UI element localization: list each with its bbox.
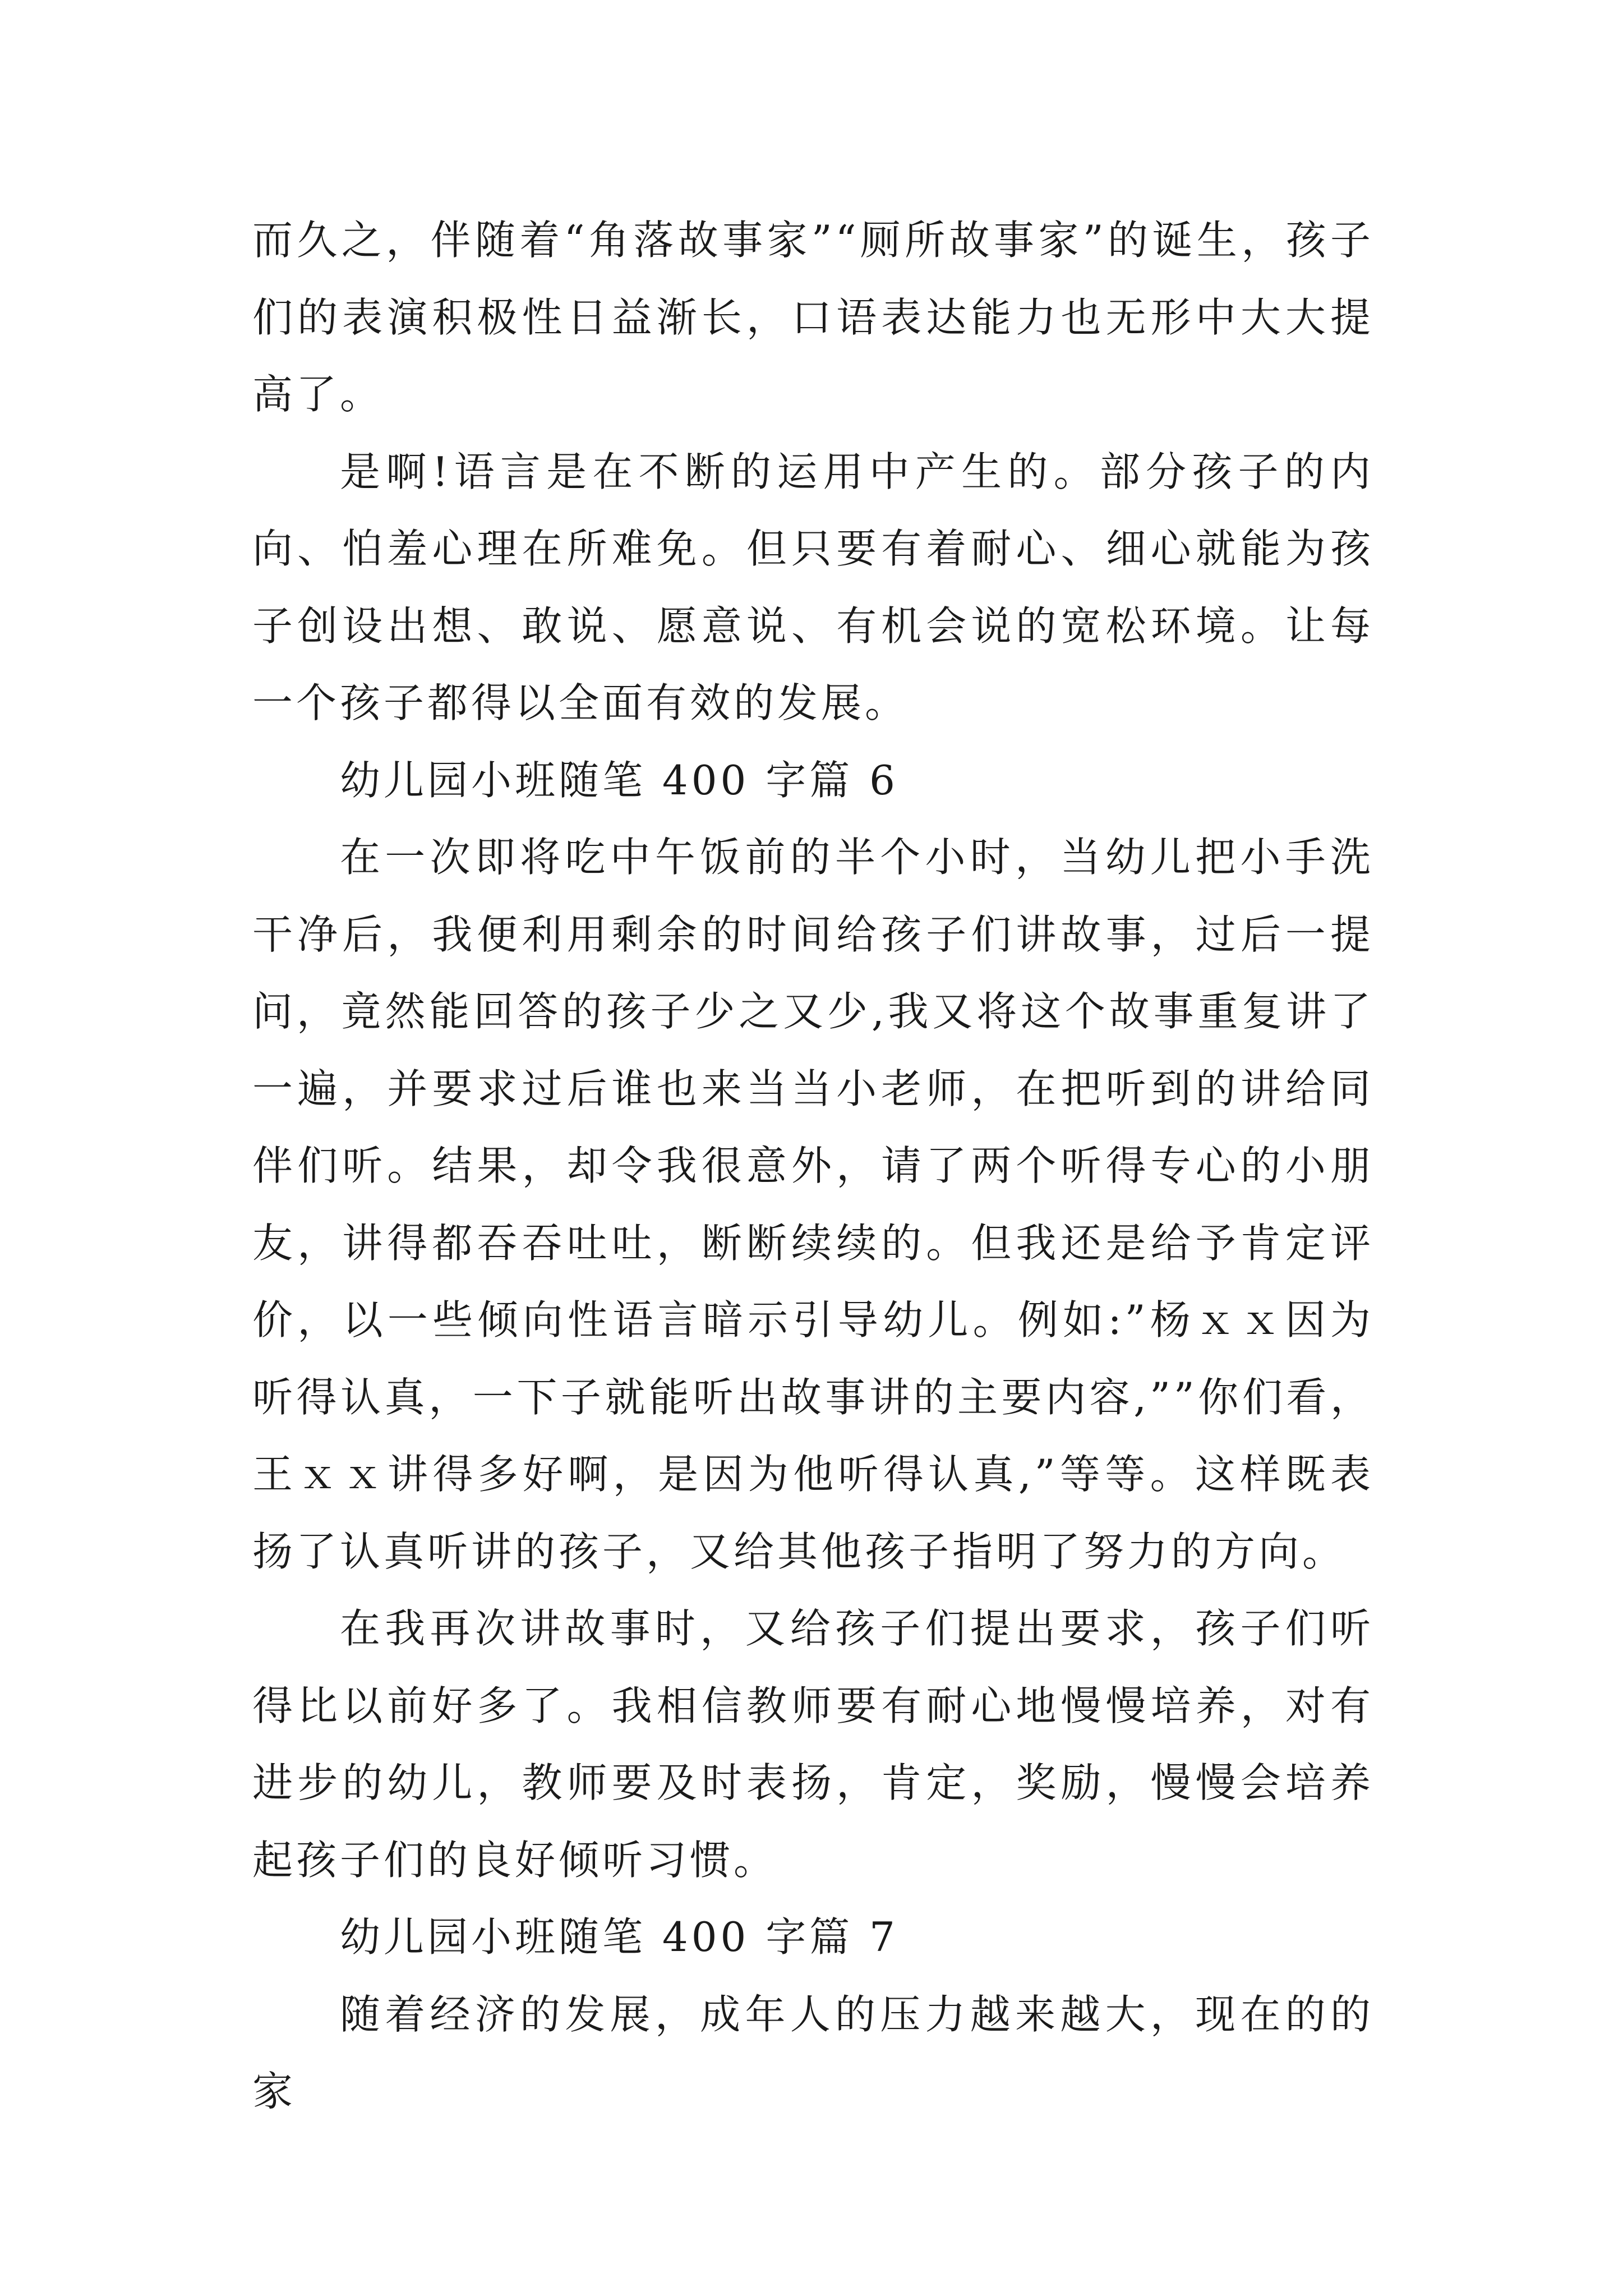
document-body (252, 202, 1374, 2131)
paragraph-story-telling: 在一次即将吃中午饭前的半个小时，当幼儿把小手洗干净后，我便利用剩余的时间给孩子们讲故事，过后一提问，竟然能回答的孩子少之又少,我又将这个故事重复讲了一遍，并要求过后谁也来当当小老师，在把听到的讲给同伴们听。结果，却令我很意外，请了两个听得专心的小朋友，讲得都吞吞吐吐，断断续续的。但我还是给予肯定评价，以一些倾向性语言暗示引导幼儿。例如:”杨ｘｘ因为听得认真，一下子就能听出故事讲的主要内容,””你们看，王ｘｘ讲得多好啊，是因为他听得认真,”等等。这样既表扬了认真听讲的孩子，又给其他孩子指明了努力的方向。 (252, 834, 1374, 1575)
paragraph-economy: 随着经济的发展，成年人的压力越来越大，现在的的家 (252, 1990, 1374, 2115)
section-heading-6: 幼儿园小班随笔 400 字篇 6 (340, 756, 898, 804)
paragraph-language-development: 是啊!语言是在不断的运用中产生的。部分孩子的内向、怕羞心理在所难免。但只要有着耐心、细心就能为孩子创设出想、敢说、愿意说、有机会说的宽松环境。让每一个孩子都得以全面有效的发展。 (252, 448, 1374, 726)
paragraph-continuation: 而久之，伴随着“角落故事家”“厕所故事家”的诞生，孩子们的表演积极性日益渐长，口语表达能力也无形中大大提高了。 (252, 217, 1374, 418)
paragraph-listening-habits: 在我再次讲故事时，又给孩子们提出要求，孩子们听得比以前好多了。我相信教师要有耐心地慢慢培养，对有进步的幼儿，教师要及时表扬，肯定，奖励，慢慢会培养起孩子们的良好倾听习惯。 (252, 1605, 1374, 1884)
section-heading-7: 幼儿园小班随笔 400 字篇 7 (340, 1913, 898, 1961)
